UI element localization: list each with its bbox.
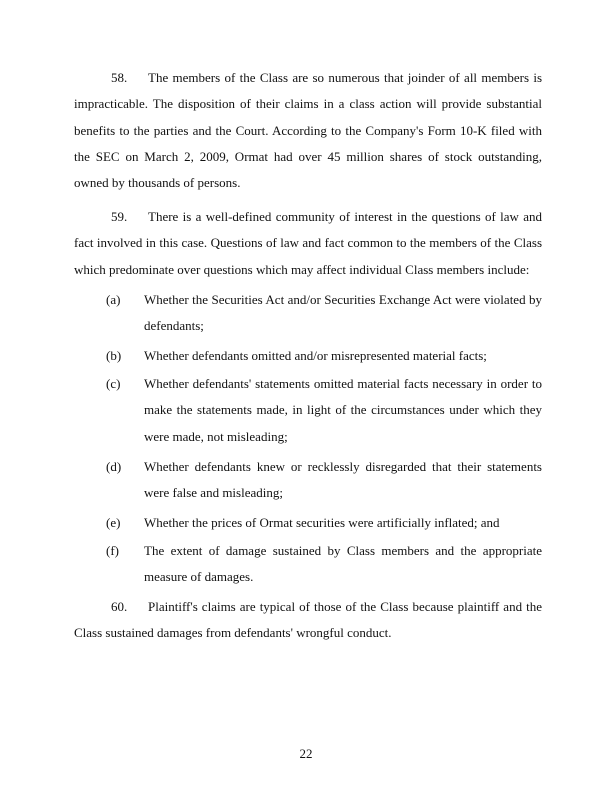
list-item-f — [106, 538, 542, 591]
paragraph-text: There is a well-defined community of interest in the questions of law and fact involved in this case. Questions of law and fact common to the members of the Class which predominate over questions which may affect individual Class members include: — [74, 209, 542, 277]
paragraph-text: Plaintiff's claims are typical of those of the Class because plaintiff and the Class sustained damages from defendants' wrongful conduct. — [74, 599, 542, 641]
list-item-text: Whether the Securities Act and/or Securities Exchange Act were violated by defendants; — [144, 292, 542, 334]
list-item-d — [106, 454, 542, 507]
list-item-label: (f) — [106, 543, 119, 558]
paragraph-58 — [74, 65, 542, 196]
list-item-text: The extent of damage sustained by Class members and the appropriate measure of damages. — [144, 543, 542, 585]
paragraph-number: 58. — [111, 70, 128, 85]
paragraph-number: 60. — [111, 599, 128, 614]
list-item-text: Whether defendants omitted and/or misrepresented material facts; — [144, 348, 487, 363]
list-item-text: Whether defendants' statements omitted material facts necessary in order to make the statements made, in light of the circumstances under which they were made, not misleading; — [144, 376, 542, 444]
paragraph-60 — [74, 594, 542, 647]
list-item-label: (a) — [106, 292, 121, 307]
list-item-label: (d) — [106, 459, 122, 474]
list-item-text: Whether the prices of Ormat securities were artificially inflated; and — [144, 515, 500, 530]
list-item-label: (c) — [106, 376, 121, 391]
list-item-label: (b) — [106, 348, 122, 363]
paragraph-59 — [74, 204, 542, 283]
list-item-e — [106, 510, 542, 536]
paragraph-number: 59. — [111, 209, 128, 224]
page-number: 22 — [299, 746, 313, 761]
list-item-text: Whether defendants knew or recklessly disregarded that their statements were false and misleading; — [144, 459, 542, 501]
list-item-a — [106, 287, 542, 340]
list-item-c — [106, 371, 542, 450]
paragraph-text: The members of the Class are so numerous that joinder of all members is impracticable. The disposition of their claims in a class action will provide substantial benefits to the parties and the Court. According to the Company's Form 10-K filed with the SEC on March 2, 2009, Ormat had over 45 million shares of stock outstanding, owned by thousands of persons. — [74, 70, 542, 191]
list-item-label: (e) — [106, 515, 121, 530]
list-item-b — [106, 343, 542, 369]
